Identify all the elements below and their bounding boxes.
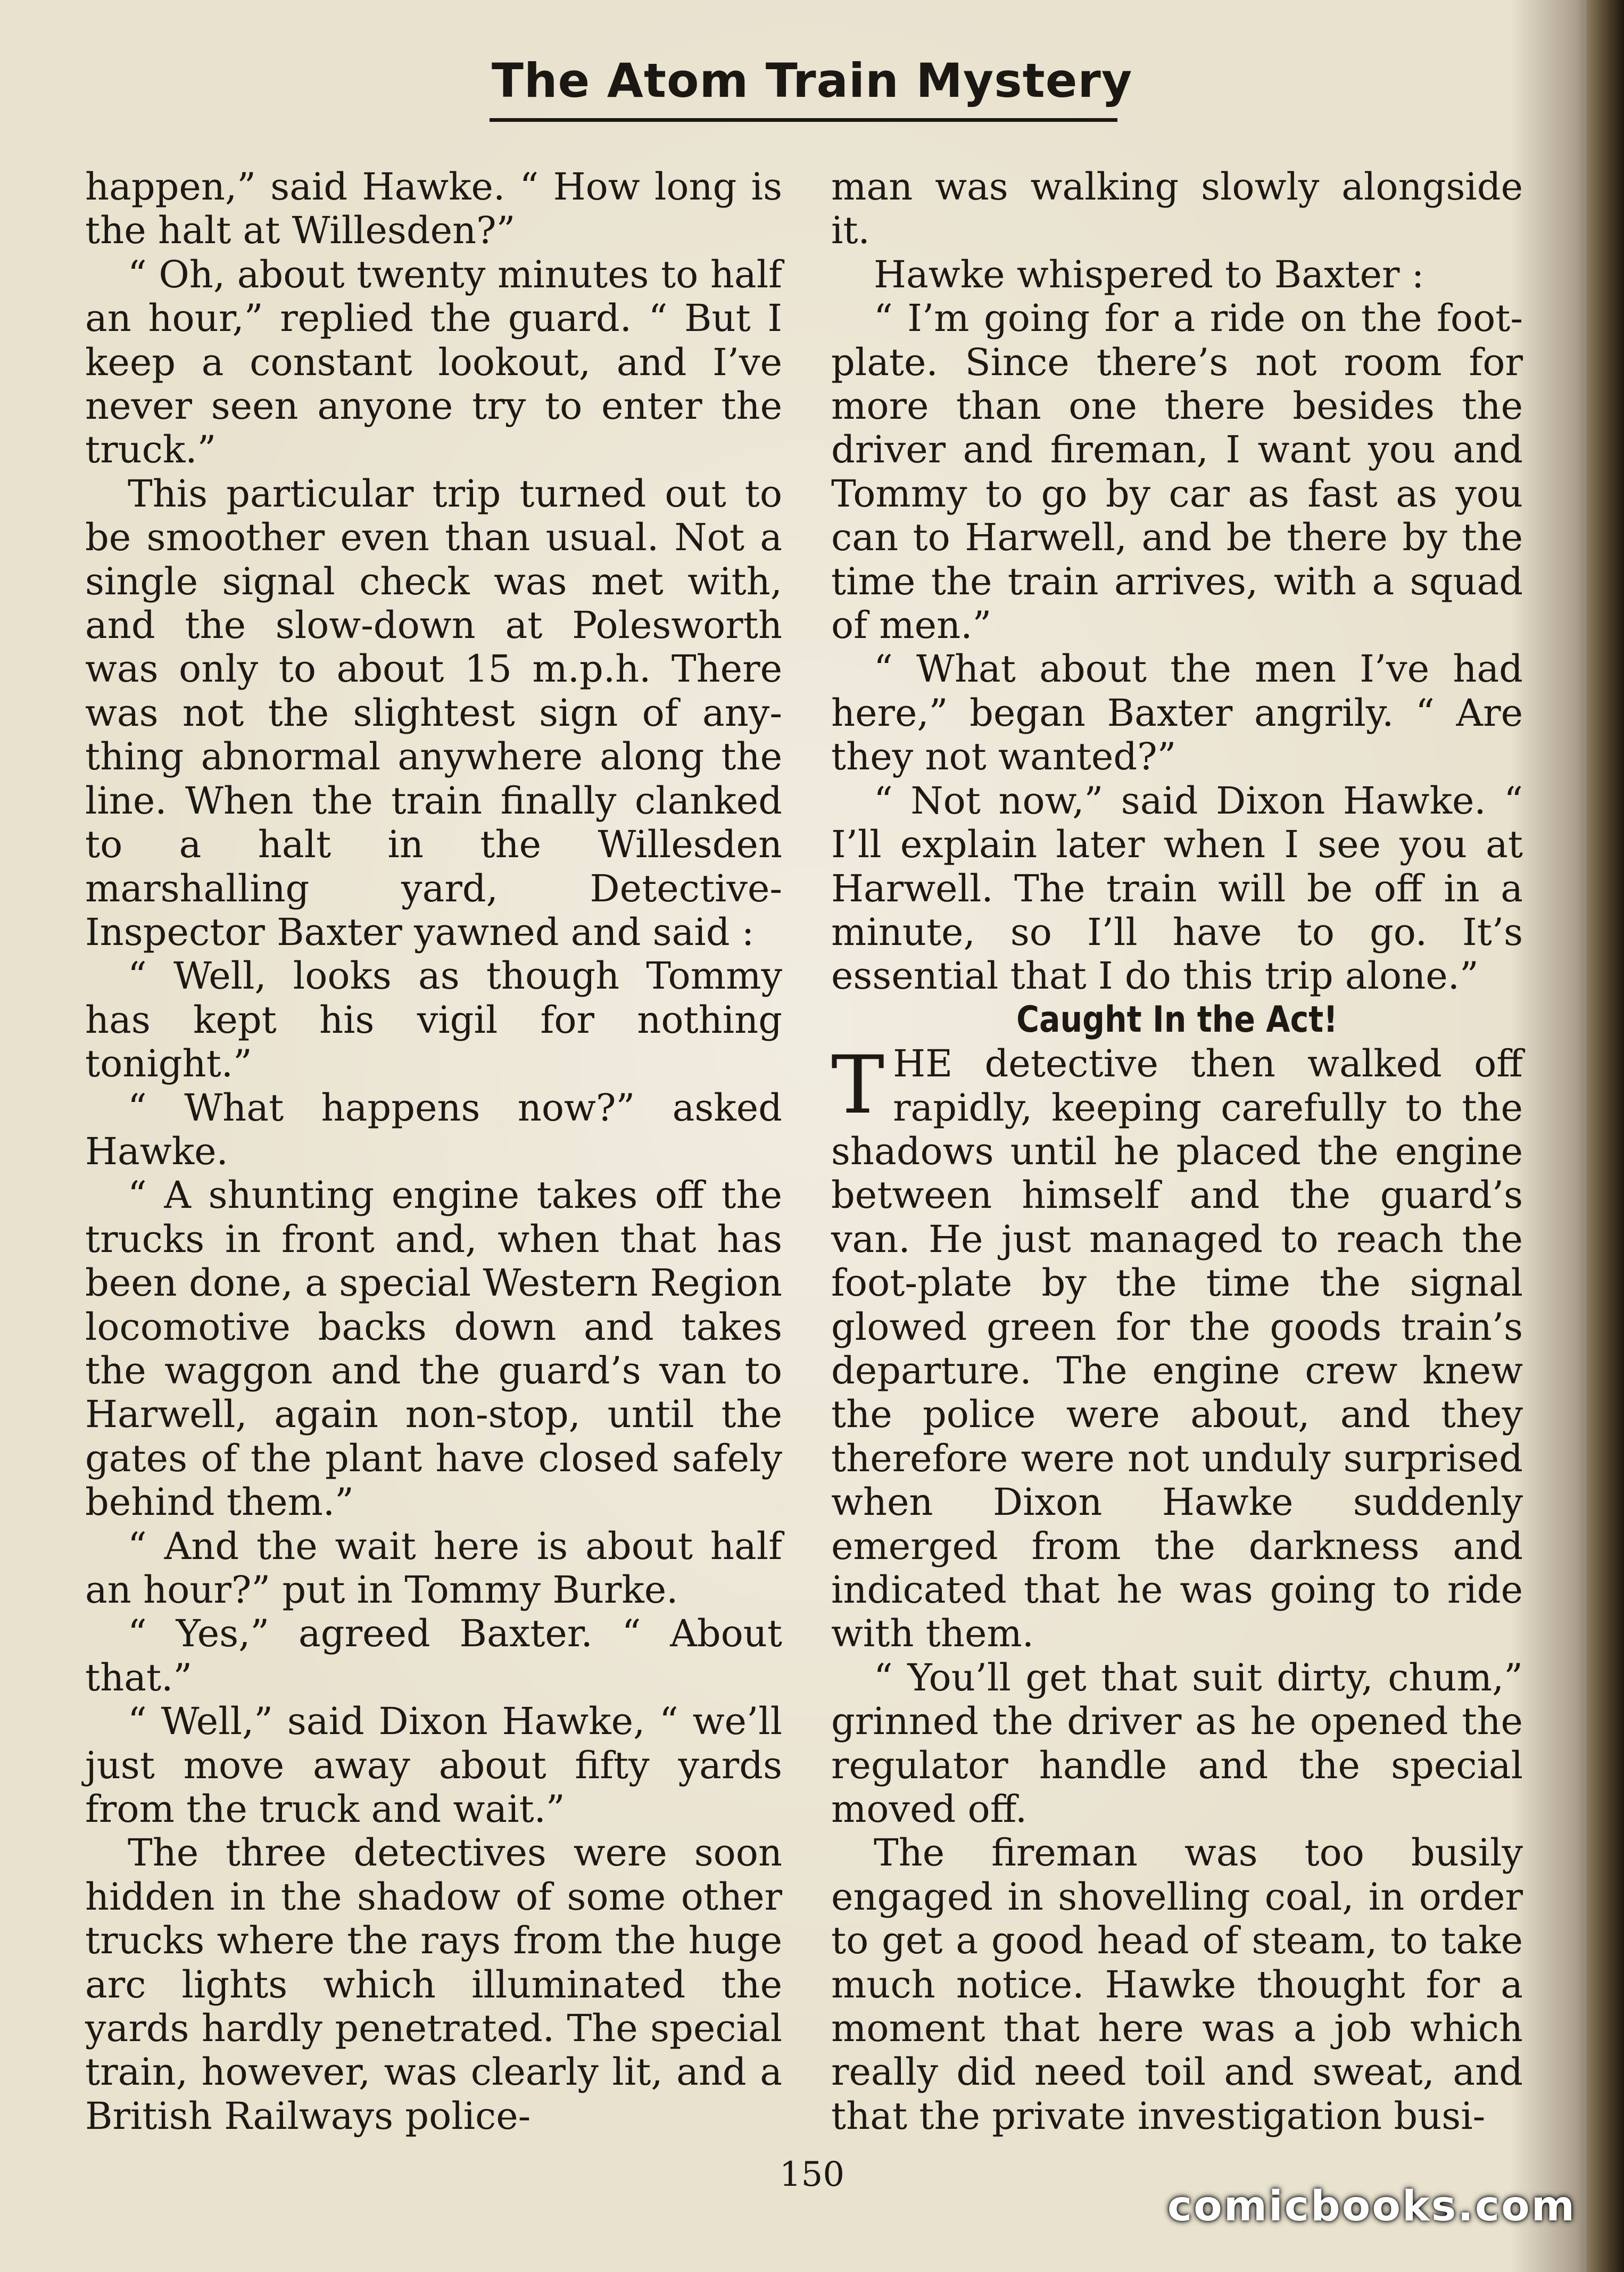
- paragraph: “ Yes,” agreed Baxter. “ About that.”: [85, 1612, 782, 1699]
- paragraph: “ Oh, about twenty minutes to half an hour,” replied the guard. “ But I keep a constant lookout, and I’ve never seen anyone try to enter the truck.”: [85, 252, 782, 472]
- paragraph: “ Well,” said Dixon Hawke, “ we’ll just move away about fifty yards from the truck and wait.”: [85, 1699, 782, 1831]
- paragraph: The fireman was too busily engaged in shovelling coal, in order to get a good head of steam, to take much notice. Hawke thought for a moment that here was a job which really did need toil and sweat, and that the private investigation busi-: [831, 1831, 1523, 2138]
- left-text-column: [85, 165, 782, 2138]
- title-underline: [490, 118, 1117, 122]
- paragraph: “ What happens now?” asked Hawke.: [85, 1085, 782, 1173]
- paragraph: “ Not now,” said Dixon Hawke. “ I’ll explain later when I see you at Harwell. The train will be off in a minute, so I’ll have to go. It’s essential that I do this trip alone.”: [831, 778, 1523, 998]
- paragraph: This particular trip turned out to be smoother even than usual. Not a single signal check was met with, and the slow-down at Polesworth was only to about 15 m.p.h. There was not the slightest sign of any-thing abnormal anywhere along the line. When the train finally clanked to a halt in the Willesden marshalling yard, Detective-Inspector Baxter yawned and said :: [85, 471, 782, 954]
- page-binding-shadow: [1587, 0, 1624, 2272]
- paragraph: “ Well, looks as though Tommy has kept his vigil for nothing tonight.”: [85, 954, 782, 1086]
- dropcap-paragraph-text: HE detective then walked off rapidly, keeping carefully to the shadows until he placed the engine between himself and the guard’s van. He just managed to reach the foot-plate by the time the signal glowed green for the goods train’s departure. The engine crew knew the police were about, and they therefore were not unduly surprised when Dixon Hawke suddenly emerged from the darkness and indicated that he was going to ride with them.: [831, 1042, 1523, 1656]
- paragraph: Hawke whispered to Baxter :: [874, 252, 1424, 296]
- paragraph: “ You’ll get that suit dirty, chum,” grinned the driver as he opened the regulator handle and the special moved off.: [831, 1655, 1523, 1831]
- drop-cap-letter: T: [831, 1039, 885, 1132]
- section-subheading: Caught In the Act!: [1016, 998, 1338, 1041]
- site-watermark: comicbooks.com: [1167, 2183, 1576, 2230]
- dropcap-paragraph: [831, 1039, 1523, 1656]
- paragraph: “ I’m going for a ride on the foot-plate. Since there’s not room for more than one there besides the driver and fireman, I want you and Tommy to go by car as fast as you can to Harwell, and be there by the time the train arrives, with a squad of men.”: [831, 296, 1523, 648]
- paragraph: “ A shunting engine takes off the trucks in front and, when that has been done, a special Western Region locomotive backs down and takes the waggon and the guard’s van to Harwell, again non-stop, until the gates of the plant have closed safely behind them.”: [85, 1173, 782, 1524]
- paragraph: “ What about the men I’ve had here,” began Baxter angrily. “ Are they not wanted?”: [831, 647, 1523, 779]
- page-number: 150: [779, 2155, 845, 2194]
- paragraph: The three detectives were soon hidden in the shadow of some other trucks where the rays from the huge arc lights which illuminated the yards hardly penetrated. The special train, however, was clearly lit, and a British Railways police-: [85, 1831, 782, 2138]
- paragraph: happen,” said Hawke. “ How long is the halt at Willesden?”: [85, 165, 782, 253]
- paragraph: “ And the wait here is about half an hour?” put in Tommy Burke.: [85, 1524, 782, 1612]
- paragraph: man was walking slowly alongside it.: [831, 165, 1523, 253]
- story-title: The Atom Train Mystery: [491, 53, 1133, 108]
- right-text-column: [831, 165, 1523, 2138]
